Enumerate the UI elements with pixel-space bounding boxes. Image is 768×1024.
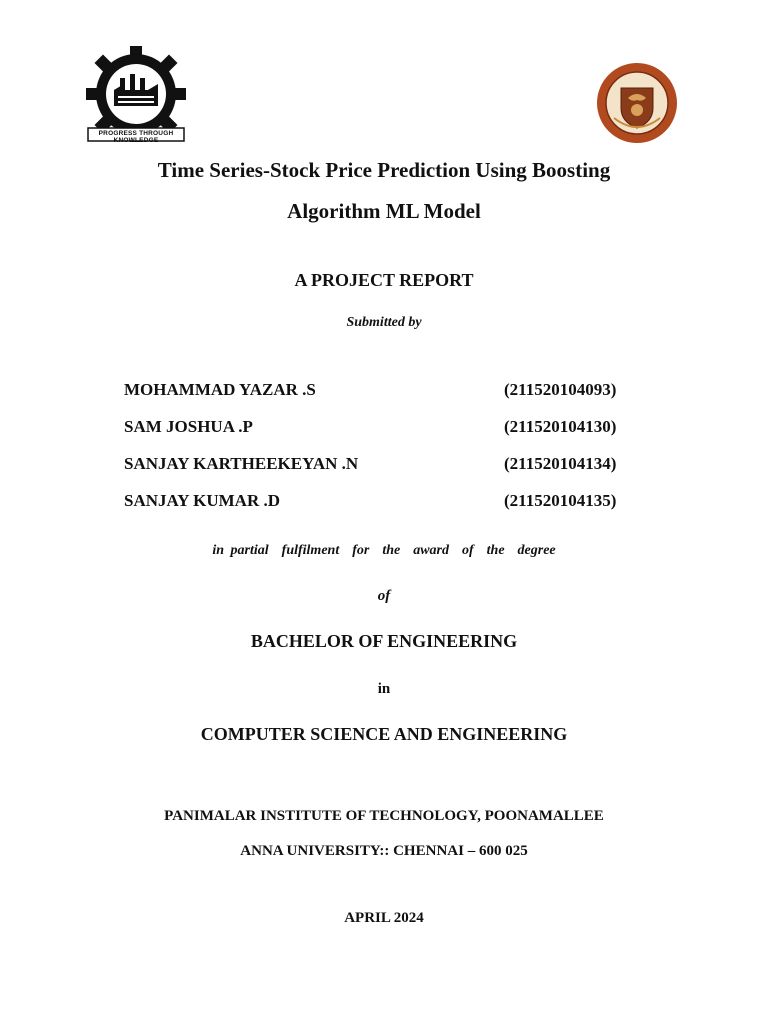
branch-name: COMPUTER SCIENCE AND ENGINEERING	[200, 724, 568, 744]
student-register-number: (211520104130)	[504, 416, 617, 436]
degree-name: BACHELOR OF ENGINEERING	[250, 631, 518, 651]
report-title-line-2: Algorithm ML Model	[287, 199, 481, 223]
report-title-line-1: Time Series-Stock Price Prediction Using Boosting	[157, 158, 611, 182]
anna-university-motto: PROGRESS THROUGH KNOWLEDGE	[98, 130, 174, 144]
student-name: SAM JOSHUA .P	[124, 416, 253, 436]
in-text: in	[377, 681, 391, 697]
of-text: of	[377, 588, 391, 604]
student-name: MOHAMMAD YAZAR .S	[124, 379, 316, 399]
submitted-by-label: Submitted by	[346, 315, 422, 330]
student-row	[124, 408, 644, 445]
student-row	[124, 482, 644, 519]
anna-university-logo	[84, 44, 188, 144]
panimalar-institute-logo	[596, 62, 678, 144]
student-row	[124, 371, 644, 408]
student-register-number: (211520104135)	[504, 490, 617, 510]
submission-date: APRIL 2024	[344, 910, 424, 926]
student-register-number: (211520104093)	[504, 379, 617, 399]
project-report-label: A PROJECT REPORT	[294, 270, 474, 290]
college-name: PANIMALAR INSTITUTE OF TECHNOLOGY, POONAMALLEE	[164, 808, 604, 824]
student-name: SANJAY KUMAR .D	[124, 490, 280, 510]
partial-fulfilment-text: in partial fulfilment for the award of the degree	[212, 543, 556, 558]
student-list	[124, 371, 644, 519]
university-name: ANNA UNIVERSITY:: CHENNAI – 600 025	[240, 843, 528, 859]
student-register-number: (211520104134)	[504, 453, 617, 473]
student-row	[124, 445, 644, 482]
student-name: SANJAY KARTHEEKEYAN .N	[124, 453, 359, 473]
